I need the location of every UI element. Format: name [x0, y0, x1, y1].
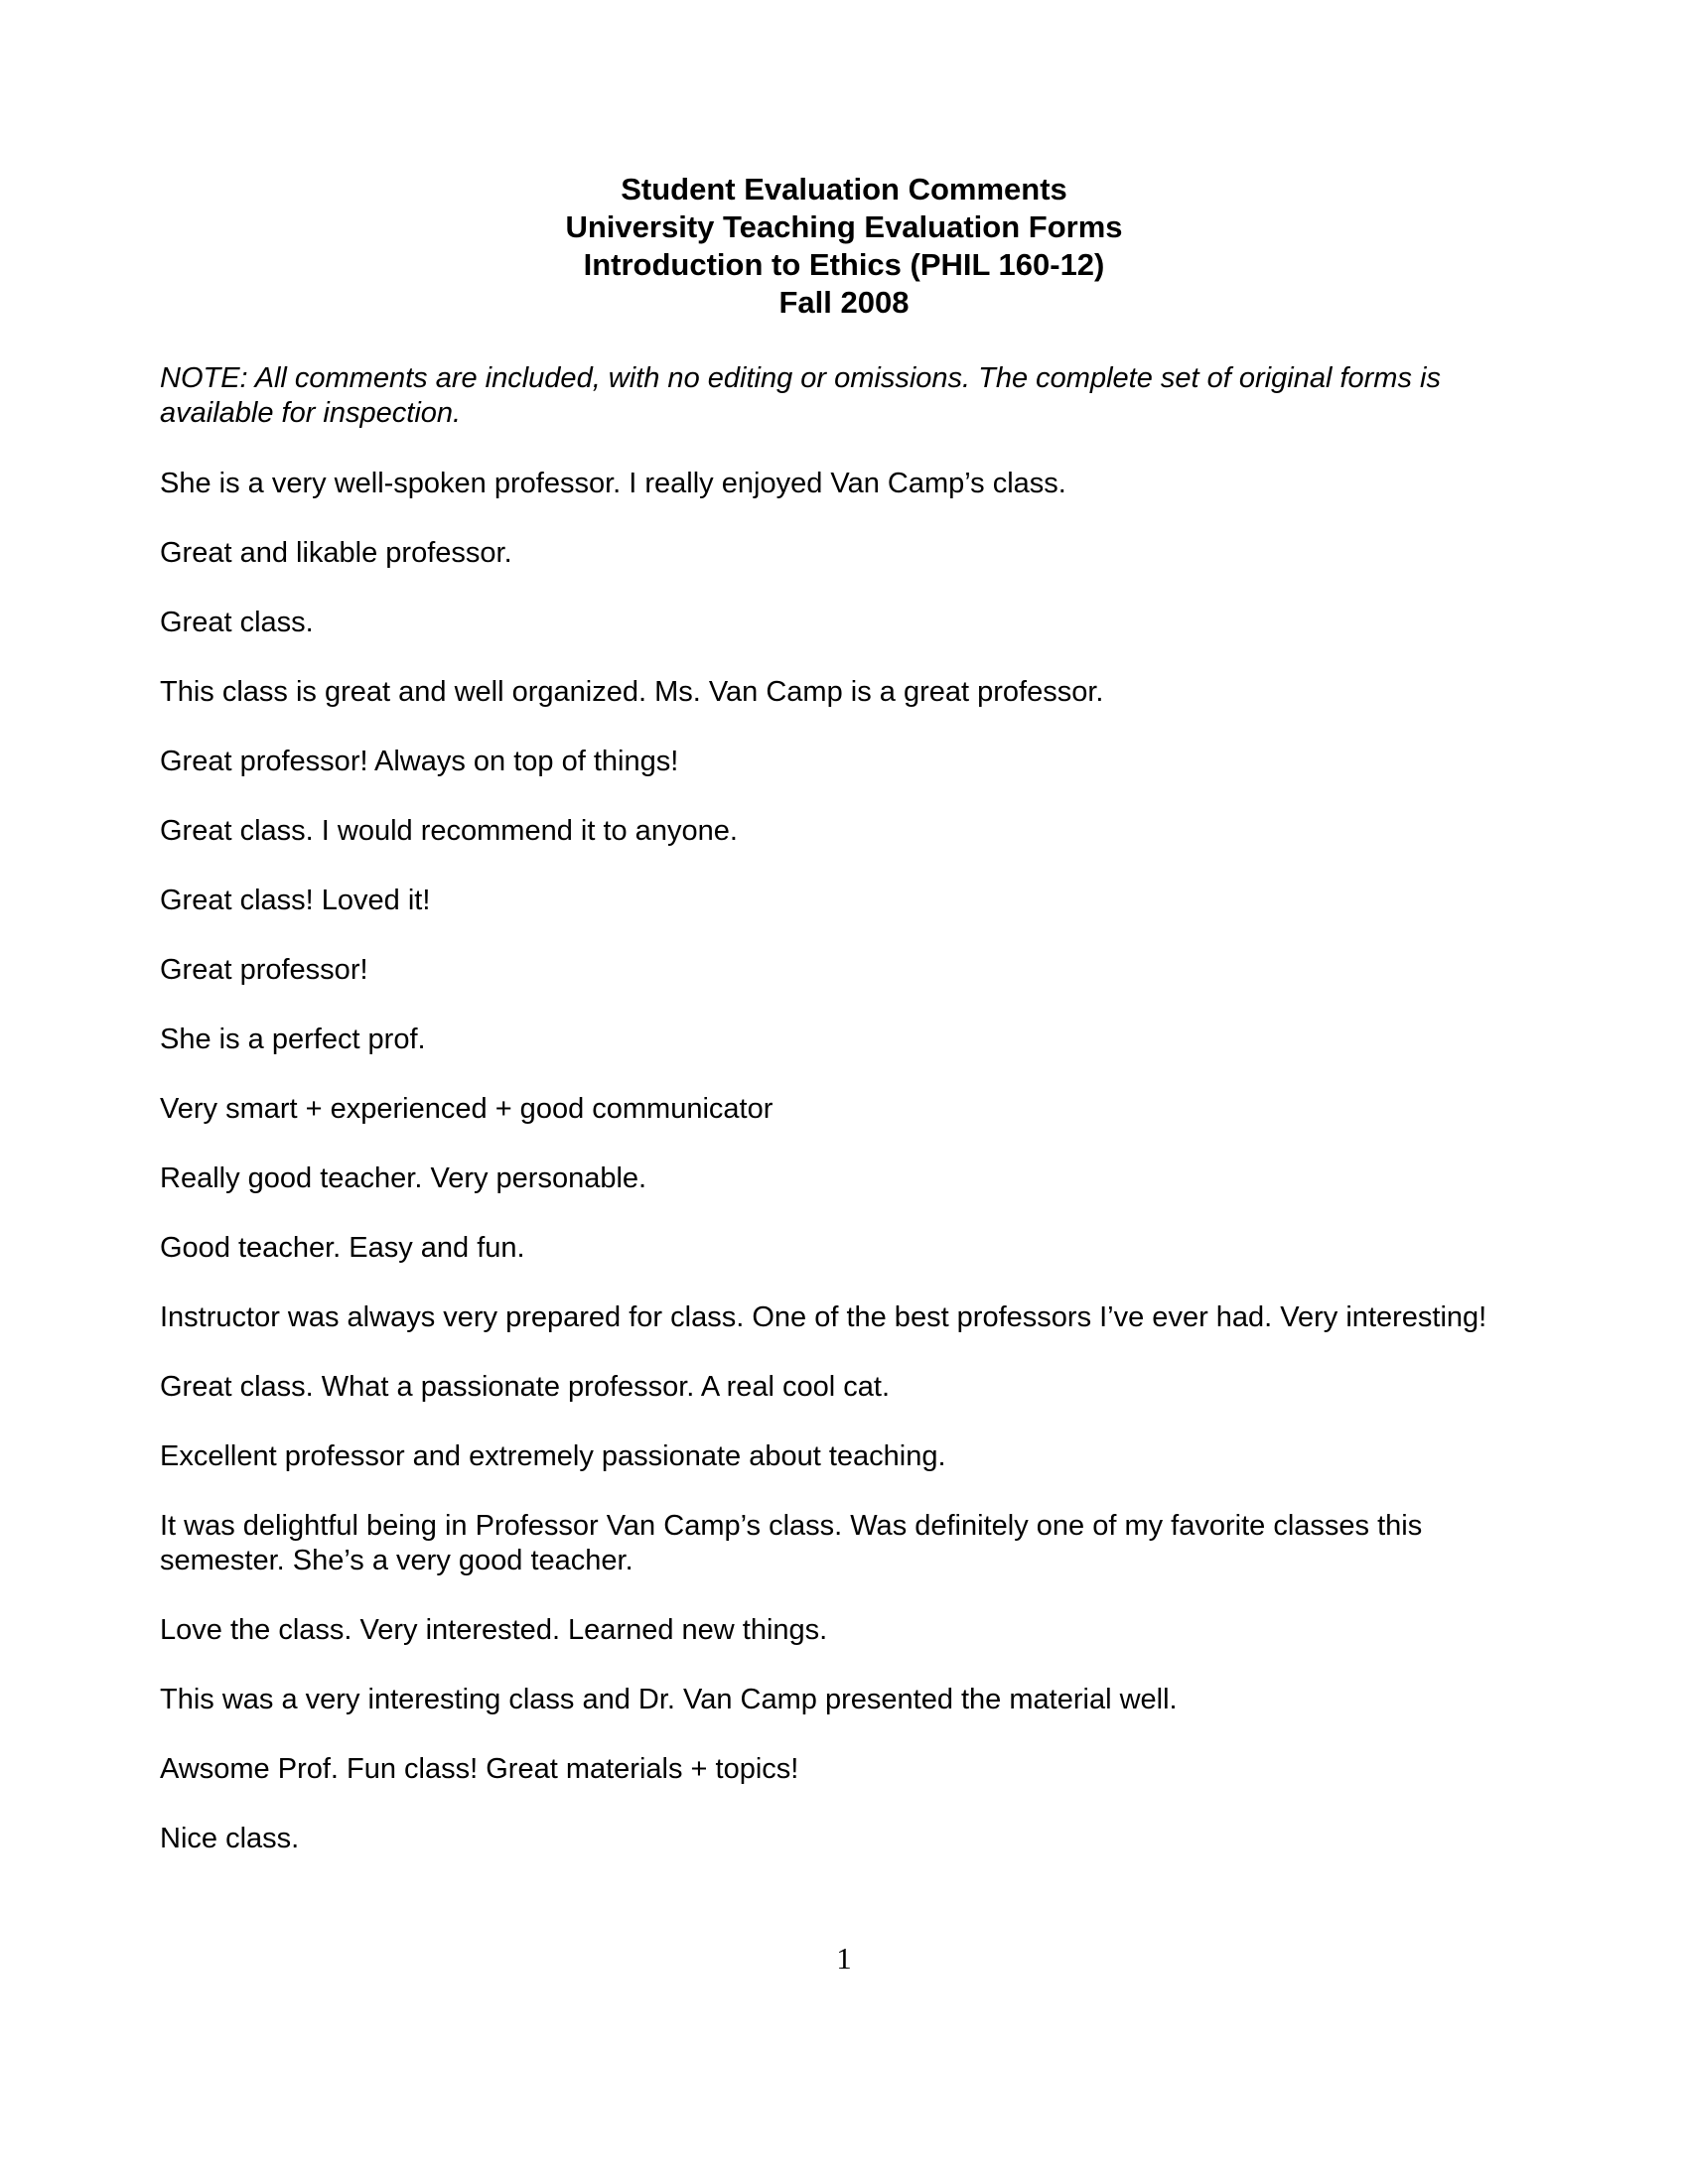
comment: It was delightful being in Professor Van Camp’s class. Was definitely one of my favorite classes this semester. She’s a very good teacher. — [160, 1510, 1423, 1576]
course-name: Introduction to Ethics (PHIL 160-12) — [583, 247, 1105, 282]
document-title: Student Evaluation Comments — [621, 172, 1067, 206]
comment: This class is great and well organized. Ms. Van Camp is a great professor. — [160, 676, 1104, 708]
comment: She is a perfect prof. — [160, 1024, 426, 1055]
comment: She is a very well-spoken professor. I really enjoyed Van Camp’s class. — [160, 468, 1066, 499]
editorial-note: NOTE: All comments are included, with no editing or omissions. The complete set of original forms is available for inspection. — [160, 362, 1441, 429]
comment: This was a very interesting class and Dr. Van Camp presented the material well. — [160, 1684, 1178, 1715]
comment: Love the class. Very interested. Learned new things. — [160, 1614, 828, 1646]
comment: Nice class. — [160, 1823, 300, 1854]
comment: Great class. I would recommend it to anyone. — [160, 815, 738, 847]
comment: Great professor! — [160, 954, 368, 986]
comment: Instructor was always very prepared for class. One of the best professors I’ve ever had. Very interesting! — [160, 1301, 1487, 1333]
comment: Great class. What a passionate professor. A real cool cat. — [160, 1371, 891, 1403]
comment: Very smart + experienced + good communicator — [160, 1093, 774, 1125]
comment: Awsome Prof. Fun class! Great materials + topics! — [160, 1753, 799, 1785]
comment: Great professor! Always on top of things! — [160, 746, 679, 777]
comment: Great class. — [160, 607, 314, 638]
term: Fall 2008 — [778, 285, 910, 320]
document-header — [0, 171, 1688, 322]
document-subtitle: University Teaching Evaluation Forms — [565, 209, 1123, 244]
comment: Excellent professor and extremely passionate about teaching. — [160, 1440, 946, 1472]
comment: Good teacher. Easy and fun. — [160, 1232, 525, 1264]
page-number: 1 — [836, 1941, 852, 1976]
comment: Really good teacher. Very personable. — [160, 1162, 647, 1194]
comment: Great class! Loved it! — [160, 885, 431, 916]
comment: Great and likable professor. — [160, 537, 512, 569]
comment-list — [160, 467, 1550, 1891]
